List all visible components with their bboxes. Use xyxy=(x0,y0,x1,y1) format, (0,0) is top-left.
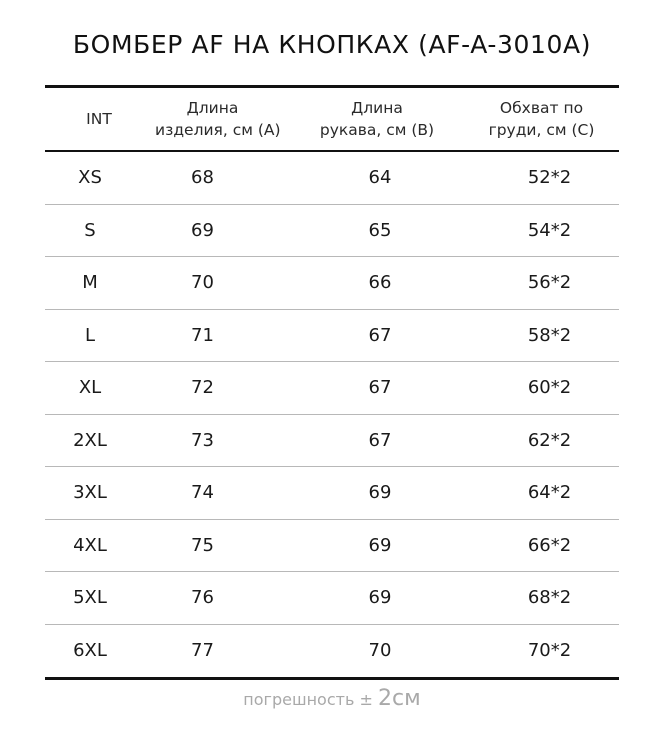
cell-sleeve: 67 xyxy=(368,377,392,399)
cell-sleeve: 66 xyxy=(368,272,392,294)
table-header-row xyxy=(45,88,619,152)
size-chart-table xyxy=(45,85,619,680)
cell-length: 73 xyxy=(191,429,214,451)
header-chest xyxy=(450,97,619,141)
cell-chest: 52*2 xyxy=(527,167,572,189)
table-row xyxy=(45,415,619,468)
header-length xyxy=(135,97,281,141)
cell-size: XS xyxy=(78,167,102,189)
tolerance-value: 2см xyxy=(377,686,421,711)
cell-chest: 58*2 xyxy=(527,324,572,346)
cell-size: M xyxy=(82,272,98,294)
cell-sleeve: 69 xyxy=(368,482,392,504)
header-length-line2: изделия, см (A) xyxy=(155,121,281,139)
cell-size: 4XL xyxy=(73,534,107,556)
cell-sleeve: 69 xyxy=(368,587,392,609)
header-chest-line2: груди, см (C) xyxy=(488,121,595,139)
cell-chest: 70*2 xyxy=(527,640,572,662)
cell-sleeve: 67 xyxy=(368,429,392,451)
cell-length: 70 xyxy=(191,272,214,294)
cell-sleeve: 70 xyxy=(368,640,392,662)
cell-size: 3XL xyxy=(73,482,107,504)
table-row xyxy=(45,625,619,678)
cell-length: 76 xyxy=(191,587,214,609)
cell-chest: 68*2 xyxy=(527,587,572,609)
table-row xyxy=(45,362,619,415)
cell-size: S xyxy=(84,219,96,241)
table-row xyxy=(45,310,619,363)
table-row xyxy=(45,520,619,573)
header-sleeve-line2: рукава, см (B) xyxy=(319,121,435,139)
table-row xyxy=(45,205,619,258)
cell-size: L xyxy=(84,324,96,346)
table-row xyxy=(45,467,619,520)
header-sleeve xyxy=(270,97,450,141)
cell-length: 72 xyxy=(191,377,214,399)
cell-length: 74 xyxy=(191,482,214,504)
cell-size: 5XL xyxy=(73,587,107,609)
cell-chest: 54*2 xyxy=(527,219,572,241)
cell-size: 6XL xyxy=(73,640,107,662)
table-row xyxy=(45,257,619,310)
cell-sleeve: 65 xyxy=(368,219,392,241)
cell-length: 77 xyxy=(191,640,214,662)
header-sleeve-line1: Длина xyxy=(351,99,403,117)
header-int-label: INT xyxy=(86,110,112,128)
cell-chest: 62*2 xyxy=(527,429,572,451)
table-row xyxy=(45,152,619,205)
cell-length: 68 xyxy=(191,167,214,189)
cell-size: XL xyxy=(78,377,102,399)
tolerance-note xyxy=(0,686,664,711)
cell-chest: 64*2 xyxy=(527,482,572,504)
cell-sleeve: 69 xyxy=(368,534,392,556)
tolerance-label: погрешность ± xyxy=(243,690,373,709)
cell-sleeve: 67 xyxy=(368,324,392,346)
cell-length: 69 xyxy=(191,219,214,241)
cell-chest: 56*2 xyxy=(527,272,572,294)
cell-sleeve: 64 xyxy=(368,167,392,189)
page-title: БОМБЕР AF НА КНОПКАХ (AF-A-3010A) xyxy=(72,30,592,59)
cell-chest: 60*2 xyxy=(527,377,572,399)
cell-size: 2XL xyxy=(73,429,107,451)
table-row xyxy=(45,572,619,625)
cell-length: 75 xyxy=(191,534,214,556)
header-chest-line1: Обхват по xyxy=(499,99,584,117)
cell-length: 71 xyxy=(191,324,214,346)
header-int xyxy=(45,108,135,130)
header-length-line1: Длина xyxy=(186,99,239,117)
cell-chest: 66*2 xyxy=(527,534,572,556)
